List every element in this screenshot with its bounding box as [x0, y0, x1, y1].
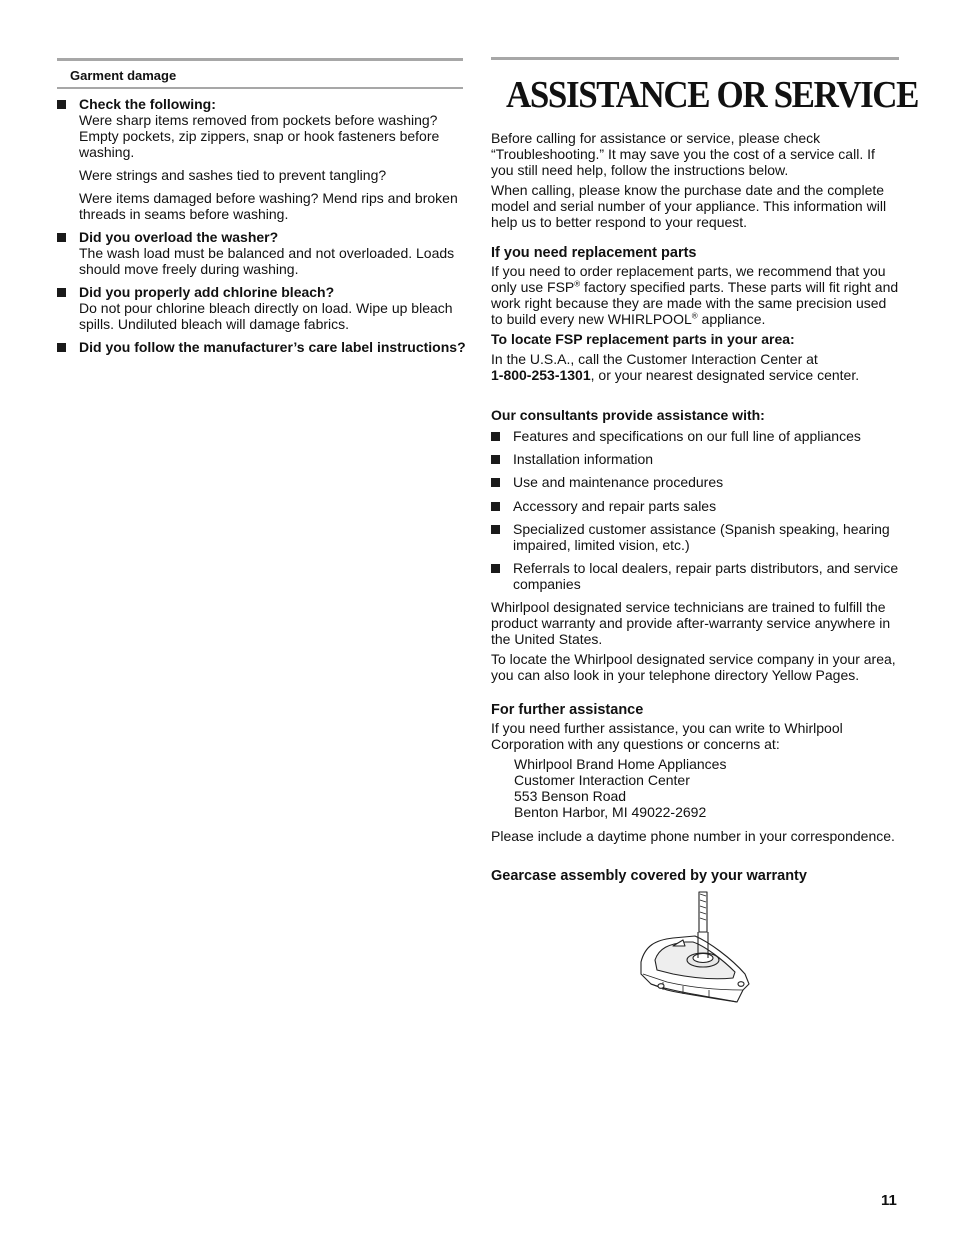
yellow-pages-paragraph: To locate the Whirlpool designated service company in your area, you can also look in your telephone directory Yellow Pages. [491, 651, 896, 683]
bullet-icon [57, 100, 66, 109]
parts-text [491, 263, 899, 327]
list-item-text: Installation information [513, 451, 654, 467]
consultants-heading: Our consultants provide assistance with: [491, 407, 765, 423]
list-item-text: Use and maintenance procedures [513, 474, 724, 490]
registered-mark: ® [574, 279, 581, 289]
bullet-icon [491, 525, 500, 534]
phone-note: Please include a daytime phone number in your correspondence. [491, 828, 895, 844]
list-item-text: Features and specifications on our full line of appliances [513, 428, 861, 444]
bullet-icon [491, 478, 500, 487]
gearcase-assembly-illustration [633, 886, 755, 1010]
parts-text-b: factory specified parts. These parts will fit right and work right because they are made with the same precision used to build every new WHIRLPOOL [491, 279, 899, 327]
bullet-icon [491, 502, 500, 511]
item-heading: Check the following: [79, 96, 216, 112]
right-column [491, 57, 919, 885]
gearcase-heading: Gearcase assembly covered by your warranty [491, 868, 807, 884]
parts-heading: If you need replacement parts [491, 245, 697, 261]
parts-text-a: If you need to order replacement parts, we recommend that you only use FSP [491, 263, 886, 295]
bullet-icon [57, 343, 66, 352]
list-item [491, 428, 899, 444]
mailing-address [491, 756, 899, 820]
page-title: ASSISTANCE OR SERVICE [506, 74, 919, 116]
further-text: If you need further assistance, you can write to Whirlpool Corporation with any questions or concerns at: [491, 720, 843, 752]
item-text: Do not pour chlorine bleach directly on load. Wipe up bleach spills. Undiluted bleach will damage fabrics. [79, 300, 453, 332]
locate-text [491, 351, 899, 383]
item-heading: Did you overload the washer? [79, 229, 279, 245]
list-item [57, 229, 463, 277]
locate-text-b: , or your nearest designated service center. [590, 367, 860, 383]
address-line: Customer Interaction Center [514, 772, 690, 788]
list-item-text: Referrals to local dealers, repair parts distributors, and service companies [513, 560, 899, 592]
registered-mark: ® [691, 311, 698, 321]
address-line: 553 Benson Road [514, 788, 627, 804]
address-line: Whirlpool Brand Home Appliances [514, 756, 727, 772]
bullet-icon [57, 233, 66, 242]
list-item-text: Accessory and repair parts sales [513, 498, 717, 514]
list-item [57, 339, 466, 355]
list-item [491, 451, 899, 467]
item-text: The wash load must be balanced and not overloaded. Loads should move freely during washing. [79, 245, 455, 277]
bullet-icon [57, 288, 66, 297]
item-extra: Were items damaged before washing? Mend rips and broken threads in seams before washing. [79, 190, 458, 222]
bullet-icon [491, 455, 500, 464]
section-rule [57, 87, 463, 89]
title-rule [491, 57, 899, 60]
item-heading: Did you follow the manufacturer’s care label instructions? [79, 339, 466, 355]
intro-paragraph: When calling, please know the purchase date and the complete model and serial number of your appliance. This information will help us to better respond to your request. [491, 182, 887, 230]
item-extra: Were strings and sashes tied to prevent tangling? [79, 167, 387, 183]
item-text: Were sharp items removed from pockets before washing? Empty pockets, zip zippers, snap or hook fasteners before washing. [79, 112, 440, 160]
item-heading: Did you properly add chlorine bleach? [79, 284, 335, 300]
technicians-paragraph: Whirlpool designated service technicians are trained to fulfill the product warranty and provide after-warranty service anywhere in the United States. [491, 599, 891, 647]
locate-heading: To locate FSP replacement parts in your area: [491, 331, 795, 347]
list-item [57, 284, 463, 332]
list-item-text: Specialized customer assistance (Spanish speaking, hearing impaired, limited vision, etc.) [513, 521, 890, 553]
bullet-icon [491, 432, 500, 441]
further-heading: For further assistance [491, 702, 644, 718]
list-item [491, 560, 899, 592]
left-column [57, 58, 466, 355]
phone-number: 1-800-253-1301 [491, 367, 591, 383]
intro-paragraph: Before calling for assistance or service, please check “Troubleshooting.” It may save you the cost of a service call. If you still need help, follow the instructions below. [491, 130, 875, 178]
list-item [491, 498, 899, 514]
bullet-icon [491, 564, 500, 573]
parts-text-c: appliance. [697, 311, 766, 327]
list-item [57, 96, 463, 222]
list-item [491, 474, 899, 490]
locate-text-a: In the U.S.A., call the Customer Interaction Center at [491, 351, 818, 367]
list-item [491, 521, 899, 553]
address-line: Benton Harbor, MI 49022-2692 [514, 804, 707, 820]
page-number: 11 [881, 1192, 897, 1209]
section-title: Garment damage [70, 68, 177, 83]
